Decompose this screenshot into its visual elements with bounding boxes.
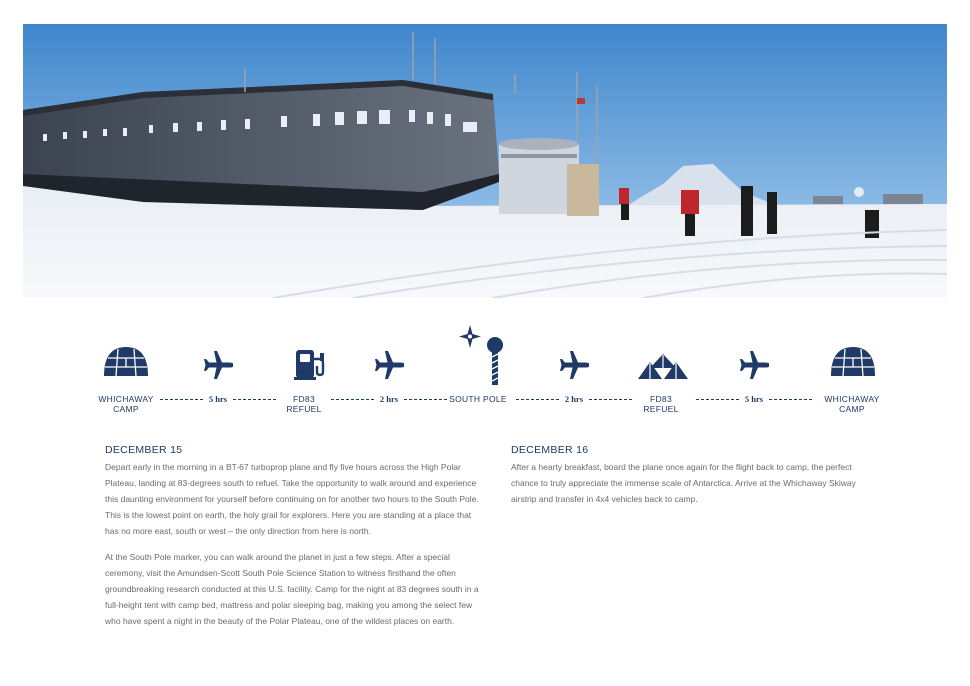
igloo-icon (102, 345, 150, 382)
day-paragraph: After a hearty breakfast, board the plane once again for the flight back to camp, the perfect chance to truly appreciate the immense scale of Antarctica. Arrive at the Whichaway Skiway airstrip and transfer in 4x4 vehicles back to camp. (511, 462, 856, 504)
stop-label-whichaway-camp-start (81, 394, 171, 414)
fuel-pump-icon (293, 347, 327, 386)
day-section-december-15 (105, 442, 483, 639)
stop-label-line1: SOUTH POLE (449, 394, 507, 404)
airplane-icon (739, 348, 769, 387)
day-paragraph: At the South Pole marker, you can walk around the planet in just a few steps. After a special ceremony, visit the Amundsen-Scott South Pole Science Station to witness firsthand the often groundbreaking research conducted at this U.S. facility. Camp for the night at 83 degrees south in a full-height tent with camp bed, mattress and polar sleeping bag, making you among the select few who have spent a night in the beauty of the Polar Plateau, one of the wildest places on earth. (105, 552, 479, 626)
flight-leg-4 (696, 393, 812, 405)
stop-label-fd83-refuel-return (616, 394, 706, 414)
stop-label-line2: CAMP (839, 404, 865, 414)
south-pole-station-illustration (23, 24, 947, 298)
pole-marker-icon (456, 323, 508, 392)
hero-photo (23, 24, 947, 298)
stop-label-line2: REFUEL (286, 404, 322, 414)
stop-label-line1: FD83 (293, 394, 315, 404)
day-section-december-16 (511, 442, 861, 517)
day-title: DECEMBER 16 (511, 444, 589, 456)
stop-label-line1: FD83 (650, 394, 672, 404)
flight-duration: 2 hrs (564, 394, 584, 404)
stop-label-whichaway-camp-end (807, 394, 897, 414)
flight-leg-3 (516, 393, 632, 405)
stop-label-line2: REFUEL (643, 404, 679, 414)
stop-label-line1: WHICHAWAY (824, 394, 880, 404)
route-diagram (0, 318, 970, 428)
flight-duration: 5 hrs (208, 394, 228, 404)
airplane-icon (374, 348, 404, 387)
airplane-icon (559, 348, 589, 387)
flight-leg-2 (331, 393, 447, 405)
day-title: DECEMBER 15 (105, 444, 183, 456)
igloo-icon (829, 345, 877, 382)
stop-label-line1: WHICHAWAY (98, 394, 154, 404)
stop-label-south-pole (433, 394, 523, 404)
stop-label-line2: CAMP (113, 404, 139, 414)
flight-duration: 5 hrs (744, 394, 764, 404)
day-paragraph: Depart early in the morning in a BT-67 turboprop plane and fly five hours across the High Polar Plateau, landing at 83-degrees south to refuel. Take the opportunity to walk around and experience this daunting environment for yourself before continuing on for another two hours to the South Pole. This is the lowest point on earth, the holy grail for explorers. Here you are standing at a place that has no more east, south or west – the only direction from here is north. (105, 462, 479, 536)
flight-duration: 2 hrs (379, 394, 399, 404)
tents-icon (638, 352, 688, 385)
airplane-icon (203, 348, 233, 387)
